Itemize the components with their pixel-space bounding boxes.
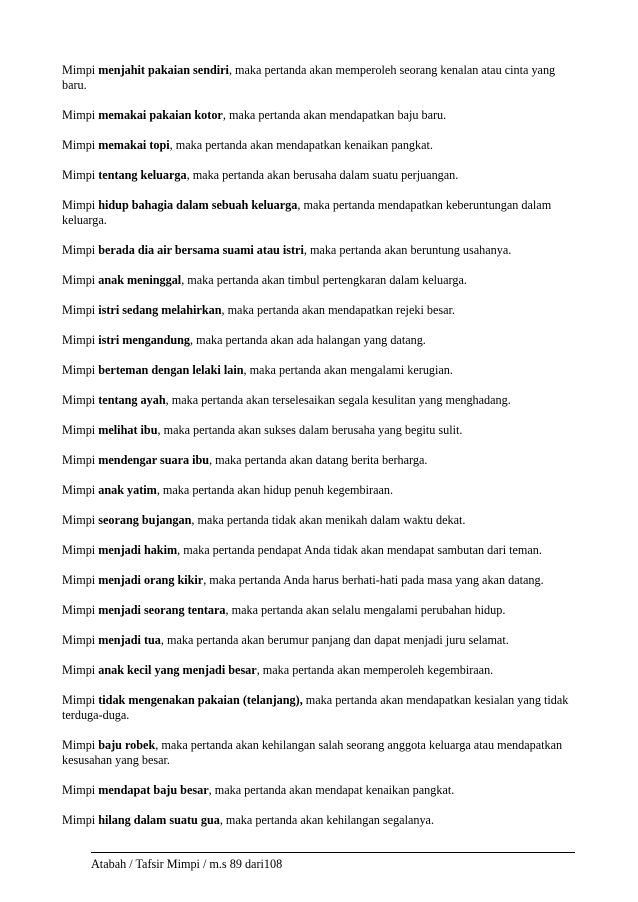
dream-entry — [62, 138, 582, 153]
entry-prefix: Mimpi — [62, 813, 99, 827]
dream-entry — [62, 393, 582, 408]
entry-keyword: hidup bahagia dalam sebuah keluarga — [98, 198, 298, 212]
dream-entry — [62, 603, 582, 618]
entry-prefix: Mimpi — [62, 783, 99, 797]
entry-meaning: , maka pertanda akan beruntung usahanya. — [303, 243, 512, 257]
entry-keyword: menjahit pakaian sendiri — [98, 63, 229, 77]
dream-entry — [62, 738, 582, 768]
dream-entry — [62, 333, 582, 348]
entry-prefix: Mimpi — [62, 513, 99, 527]
footer-divider — [91, 852, 575, 853]
dream-entry — [62, 693, 582, 723]
dream-entry — [62, 663, 582, 678]
entry-prefix: Mimpi — [62, 483, 99, 497]
entry-meaning: , maka pertanda akan selalu mengalami perubahan hidup. — [225, 603, 506, 617]
entry-prefix: Mimpi — [62, 543, 99, 557]
entry-meaning: , maka pertanda akan mendapat kenaikan pangkat. — [208, 783, 455, 797]
entry-prefix: Mimpi — [62, 633, 99, 647]
entry-keyword: tidak mengenakan pakaian (telanjang), — [98, 693, 303, 707]
entry-prefix: Mimpi — [62, 198, 99, 212]
dream-entry — [62, 168, 582, 183]
dream-entry — [62, 513, 582, 528]
entry-keyword: mendengar suara ibu — [98, 453, 210, 467]
entry-keyword: menjadi tua — [98, 633, 161, 647]
entry-keyword: memakai pakaian kotor — [98, 108, 223, 122]
entry-meaning: , maka pertanda akan mendapatkan kenaikan pangkat. — [169, 138, 433, 152]
entry-meaning: , maka pertanda akan hidup penuh kegembiraan. — [156, 483, 394, 497]
entry-keyword: melihat ibu — [98, 423, 158, 437]
entry-prefix: Mimpi — [62, 303, 99, 317]
dream-entry — [62, 423, 582, 438]
dream-entry — [62, 633, 582, 648]
entry-keyword: hilang dalam suatu gua — [98, 813, 220, 827]
entry-prefix: Mimpi — [62, 573, 99, 587]
entry-meaning: maka pertanda akan mendapatkan kesialan yang tidak terduga-duga. — [62, 693, 569, 722]
entry-meaning: , maka pertanda Anda harus berhati-hati pada masa yang akan datang. — [203, 573, 544, 587]
entry-meaning: , maka pertanda akan memperoleh seorang kenalan atau cinta yang baru. — [62, 63, 556, 92]
entry-keyword: tentang ayah — [98, 393, 166, 407]
entry-keyword: berteman dengan lelaki lain — [98, 363, 244, 377]
entry-meaning: , maka pertanda tidak akan menikah dalam waktu dekat. — [191, 513, 466, 527]
dream-entry — [62, 273, 582, 288]
entry-prefix: Mimpi — [62, 243, 99, 257]
dream-entry — [62, 543, 582, 558]
entry-list — [62, 63, 582, 843]
entry-prefix: Mimpi — [62, 738, 99, 752]
dream-entry — [62, 453, 582, 468]
entry-meaning: , maka pertanda akan mengalami kerugian. — [243, 363, 453, 377]
entry-prefix: Mimpi — [62, 663, 99, 677]
entry-keyword: anak meninggal — [98, 273, 182, 287]
dream-entry — [62, 783, 582, 798]
entry-prefix: Mimpi — [62, 393, 99, 407]
entry-prefix: Mimpi — [62, 63, 99, 77]
entry-prefix: Mimpi — [62, 363, 99, 377]
entry-prefix: Mimpi — [62, 333, 99, 347]
entry-meaning: , maka pertanda akan datang berita berharga. — [209, 453, 428, 467]
entry-prefix: Mimpi — [62, 138, 99, 152]
dream-entry — [62, 198, 582, 228]
entry-keyword: tentang keluarga — [98, 168, 187, 182]
entry-prefix: Mimpi — [62, 693, 99, 707]
entry-prefix: Mimpi — [62, 168, 99, 182]
entry-meaning: , maka pertanda akan mendapatkan rejeki besar. — [221, 303, 455, 317]
dream-entry — [62, 243, 582, 258]
entry-meaning: , maka pertanda akan mendapatkan baju baru. — [222, 108, 447, 122]
dream-entry — [62, 303, 582, 318]
entry-meaning: , maka pertanda akan memperoleh kegembiraan. — [256, 663, 494, 677]
dream-entry — [62, 483, 582, 498]
entry-meaning: , maka pertanda akan kehilangan salah seorang anggota keluarga atau mendapatkan kesusahan yang besar. — [62, 738, 563, 767]
entry-keyword: menjadi seorang tentara — [98, 603, 226, 617]
entry-keyword: seorang bujangan — [98, 513, 192, 527]
entry-keyword: menjadi hakim — [98, 543, 178, 557]
dream-entry — [62, 108, 582, 123]
page-footer: Atabah / Tafsir Mimpi / m.s 89 dari108 — [91, 857, 283, 871]
entry-prefix: Mimpi — [62, 603, 99, 617]
entry-keyword: mendapat baju besar — [98, 783, 209, 797]
entry-meaning: , maka pertanda akan timbul pertengkaran dalam keluarga. — [181, 273, 467, 287]
entry-keyword: baju robek — [98, 738, 156, 752]
entry-meaning: , maka pertanda akan kehilangan segalanya. — [219, 813, 435, 827]
dream-entry — [62, 573, 582, 588]
dream-entry — [62, 63, 582, 93]
entry-prefix: Mimpi — [62, 423, 99, 437]
entry-keyword: istri mengandung — [98, 333, 190, 347]
entry-prefix: Mimpi — [62, 273, 99, 287]
entry-meaning: , maka pertanda pendapat Anda tidak akan mendapat sambutan dari teman. — [177, 543, 542, 557]
entry-keyword: memakai topi — [98, 138, 170, 152]
entry-meaning: , maka pertanda akan berumur panjang dan dapat menjadi juru selamat. — [160, 633, 509, 647]
entry-meaning: , maka pertanda mendapatkan keberuntungan dalam keluarga. — [62, 198, 552, 227]
entry-keyword: anak yatim — [98, 483, 157, 497]
entry-meaning: , maka pertanda akan sukses dalam berusaha yang begitu sulit. — [157, 423, 463, 437]
entry-prefix: Mimpi — [62, 108, 99, 122]
entry-keyword: berada dia air bersama suami atau istri — [98, 243, 304, 257]
entry-prefix: Mimpi — [62, 453, 99, 467]
entry-meaning: , maka pertanda akan berusaha dalam suatu perjuangan. — [186, 168, 459, 182]
entry-keyword: menjadi orang kikir — [98, 573, 204, 587]
entry-keyword: istri sedang melahirkan — [98, 303, 222, 317]
entry-meaning: , maka pertanda akan ada halangan yang datang. — [190, 333, 426, 347]
entry-meaning: , maka pertanda akan terselesaikan segala kesulitan yang menghadang. — [165, 393, 511, 407]
dream-entry — [62, 813, 582, 828]
dream-entry — [62, 363, 582, 378]
entry-keyword: anak kecil yang menjadi besar — [98, 663, 257, 677]
